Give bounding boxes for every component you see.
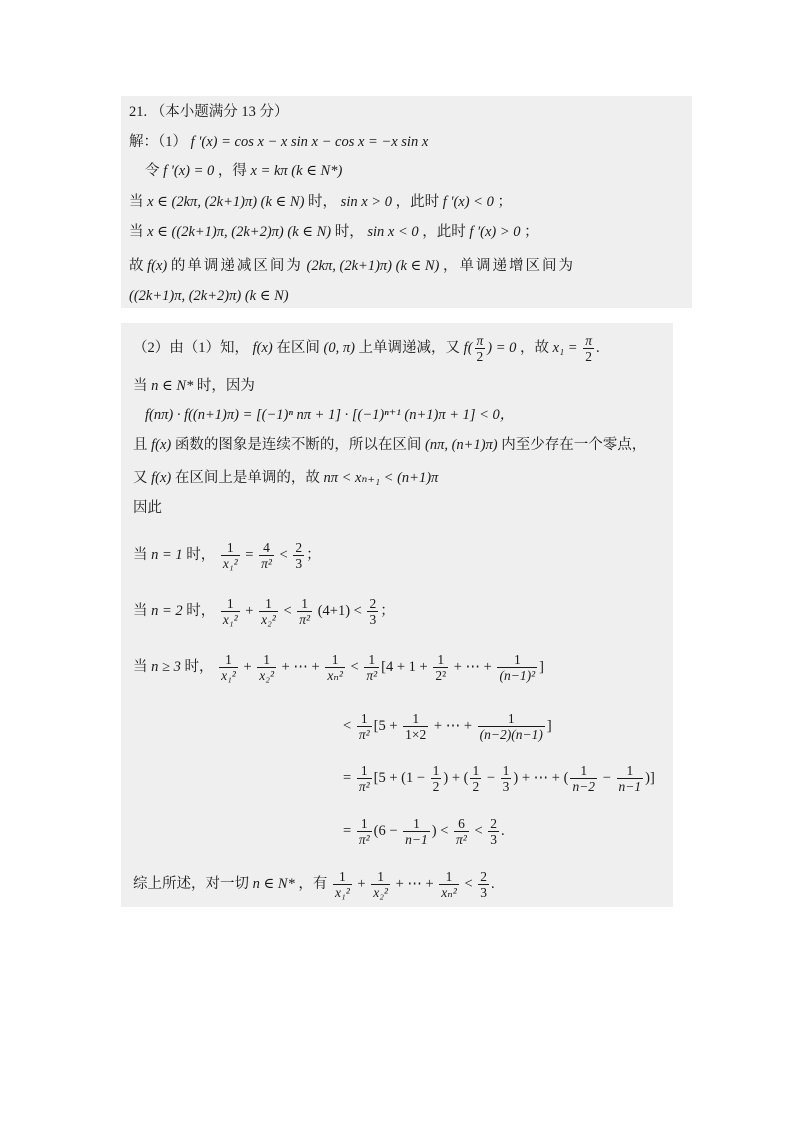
fraction: $\frac{1}{\text{x₂²}}$ xyxy=(373,869,388,900)
fraction: $\frac{1}{1\times 2}$ xyxy=(405,711,427,742)
fraction: $\frac{4}{\text{π²}}$ xyxy=(261,540,272,571)
therefore-line: 因此 xyxy=(133,500,162,516)
case-n3-line: 当 n ≥ 3 时， $\frac{1}{\text{x₁²}}$ + $\frac{1}{\text{x₂²}}$ + ⋯ + $\frac{1}{\text{xₙ²}}$ < $\frac{1}{\text{π²}}$ [4 + 1 + $\frac{1}{\text{2²}}$ + ⋯ + $\frac{1}{\text{(n−1)²}}$ ] xyxy=(133,652,544,683)
fraction: $\frac{1}{2}$ xyxy=(472,763,480,794)
derivative-line: 解：（1） f '(x) = cos x − x sin x − cos x = −x sin x xyxy=(129,134,429,150)
bound-step-3: = $\frac{1}{\text{π²}}$ (6 − $\frac{1}{n-1}$ ) < $\frac{6}{\text{π²}}$ < $\frac{2}{3}$ . xyxy=(343,816,505,847)
fraction: $\frac{1}{\text{x₂²}}$ xyxy=(261,596,276,627)
increasing-interval-line: ((2k+1)π, (2k+2)π) (k ∈ N) xyxy=(129,288,289,304)
decreasing-case-line: 当 x ∈ (2kπ, (2k+1)π) (k ∈ N) 时， sin x > 0 ，此时 f '(x) < 0 ； xyxy=(129,194,512,210)
sign-product-line: f(nπ) · f((n+1)π) = [(−1)ⁿ nπ + 1] · [(−1)ⁿ⁺¹ (n+1)π + 1] < 0， xyxy=(145,407,515,423)
part2-intro-line: （2）由（1）知， f(x) 在区间 (0, π) 上单调递减，又 f( $\frac{\pi}{2}$ ) = 0 ，故 x₁ = $\frac{\pi}{2}$ . xyxy=(133,333,600,364)
fraction: $\frac{1}{\text{x₁²}}$ xyxy=(335,869,350,900)
bound-step-1: < $\frac{1}{\text{π²}}$ [5 + $\frac{1}{1\times 2}$ + ⋯ + $\frac{1}{(n-2)(n-1)}$ ] xyxy=(343,711,552,742)
case-n1-line: 当 n = 1 时， $\frac{1}{\text{x₁²}}$ = $\frac{4}{\text{π²}}$ < $\frac{2}{3}$ ； xyxy=(133,540,321,571)
fraction: $\frac{2}{3}$ xyxy=(295,540,303,571)
fraction: $\frac{\pi}{2}$ xyxy=(476,333,484,364)
fraction: $\frac{1}{\text{π²}}$ xyxy=(299,596,311,627)
fraction: $\frac{1}{\text{x₁²}}$ xyxy=(221,652,236,683)
monotonic-root-line: 又 f(x) 在区间上是单调的，故 nπ < xₙ₊₁ < (n+1)π xyxy=(133,470,439,486)
fraction: $\frac{\pi}{2}$ xyxy=(585,333,592,364)
fraction: $\frac{1}{n-2}$ xyxy=(572,763,596,794)
fraction: $\frac{1}{\text{xₙ²}}$ xyxy=(327,652,343,683)
bound-step-2: = $\frac{1}{\text{π²}}$ [5 + (1 − $\frac{1}{2}$ ) + ( $\frac{1}{2}$ − $\frac{1}{3}$ ) + ⋯ + ( $\frac{1}{n-2}$ − $\frac{1}{n-1}$ )] xyxy=(343,763,655,794)
increasing-case-line: 当 x ∈ ((2k+1)π, (2k+2)π) (k ∈ N) 时， sin x < 0 ，此时 f '(x) > 0 ； xyxy=(129,224,539,240)
fraction: $\frac{6}{\text{π²}}$ xyxy=(456,816,467,847)
fraction: $\frac{1}{\text{2²}}$ xyxy=(435,652,447,683)
fraction: $\frac{1}{2}$ xyxy=(432,763,440,794)
zero-derivative-line: 令 f '(x) = 0 ，得 x = kπ (k ∈ N*) xyxy=(145,163,343,179)
fraction: $\frac{2}{3}$ xyxy=(369,596,377,627)
conclusion-line: 综上所述，对一切 n ∈ N* ，有 $\frac{1}{\text{x₁²}}$ + $\frac{1}{\text{x₂²}}$ + ⋯ + $\frac{1}{\text{xₙ²}}$ < $\frac{2}{3}$ . xyxy=(133,869,495,900)
case-n2-line: 当 n = 2 时， $\frac{1}{\text{x₁²}}$ + $\frac{1}{\text{x₂²}}$ < $\frac{1}{\text{π²}}$ (4+1) < $\frac{2}{3}$ ； xyxy=(133,596,395,627)
fraction: $\frac{1}{\text{π²}}$ xyxy=(366,652,378,683)
monotonic-intervals-line: 故 f(x) 的单调递减区间为 (2kπ, (2k+1)π) (k ∈ N) ，单调递增区间为 xyxy=(129,258,575,274)
fraction: $\frac{2}{3}$ xyxy=(490,816,498,847)
when-n-line: 当 n ∈ N* 时，因为 xyxy=(133,378,255,394)
fraction: $\frac{2}{3}$ xyxy=(480,869,487,900)
fraction: $\frac{1}{\text{x₂²}}$ xyxy=(259,652,274,683)
fraction: $\frac{1}{\text{π²}}$ xyxy=(358,763,370,794)
fraction: $\frac{1}{n-1}$ xyxy=(405,816,428,847)
fraction: $\frac{1}{\text{π²}}$ xyxy=(358,816,370,847)
fraction: $\frac{1}{(n-2)(n-1)}$ xyxy=(479,711,543,742)
fraction: $\frac{1}{\text{xₙ²}}$ xyxy=(441,869,457,900)
problem-title: 21. （本小题满分 13 分） xyxy=(129,104,289,120)
fraction: $\frac{1}{\text{π²}}$ xyxy=(358,711,370,742)
continuity-line: 且 f(x) 函数的图象是连续不断的，所以在区间 (nπ, (n+1)π) 内至少存在一个零点， xyxy=(133,437,647,453)
fraction: $\frac{1}{\text{(n−1)²}}$ xyxy=(499,652,536,683)
fraction: $\frac{1}{n-1}$ xyxy=(618,763,642,794)
fraction: $\frac{1}{\text{x₁²}}$ xyxy=(222,540,238,571)
fraction: $\frac{1}{\text{x₁²}}$ xyxy=(222,596,238,627)
fraction: $\frac{1}{3}$ xyxy=(502,763,510,794)
